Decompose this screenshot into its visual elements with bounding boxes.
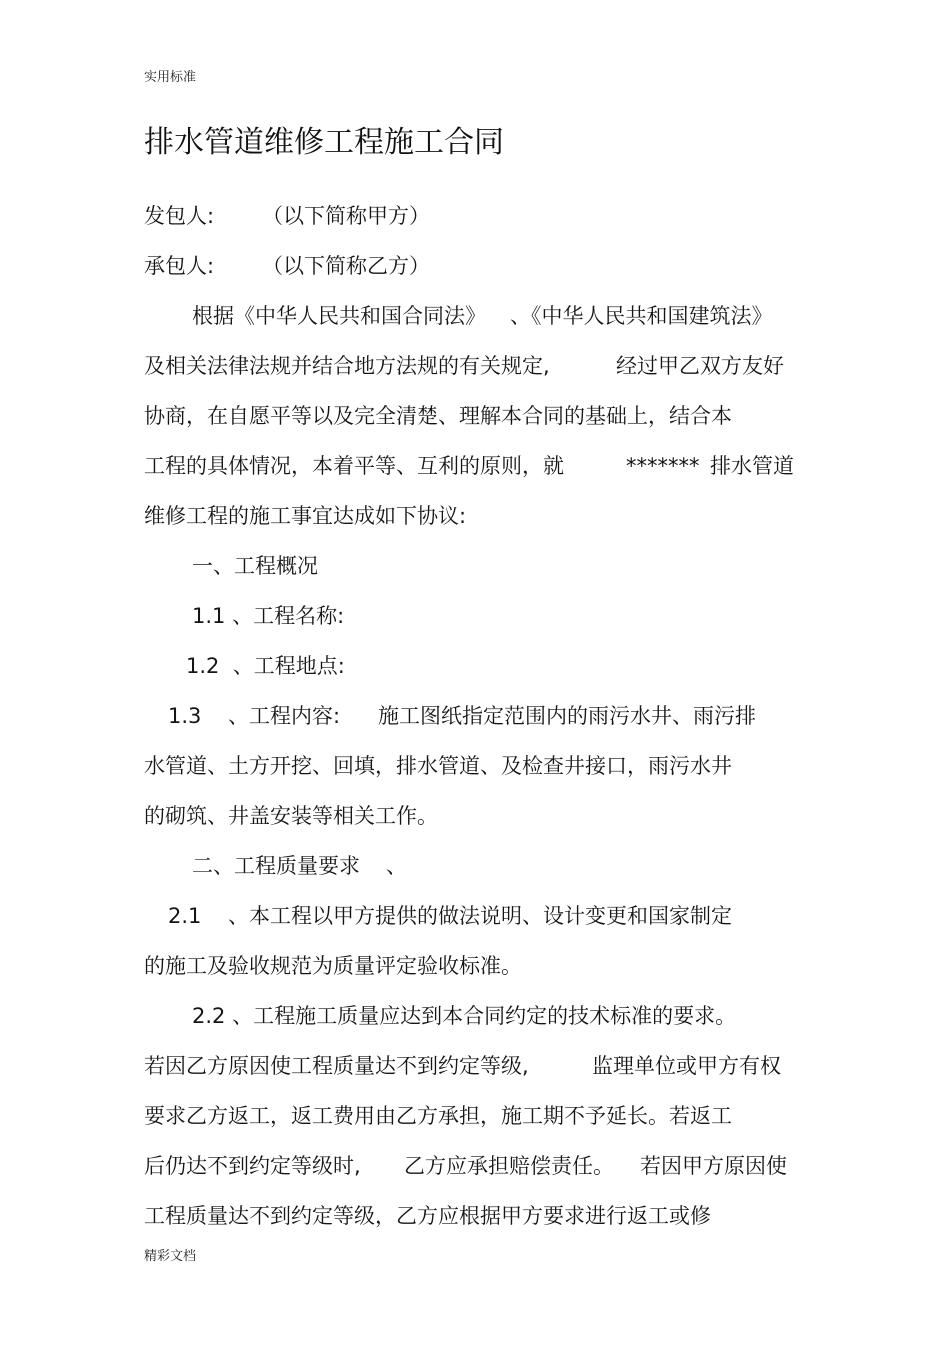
section-2-item-2-line: 若因乙方原因使工程质量达不到约定等级, — [144, 1054, 529, 1078]
page-header: 实用标准 — [144, 70, 197, 85]
intro-line: 根据《中华人民共和国合同法》 — [192, 304, 486, 328]
intro-line: 排水管道 — [710, 454, 794, 478]
section-2-item-2-line: 后仍达不到约定等级时, — [144, 1154, 361, 1178]
party-contractor-note: （以下简称乙方） — [262, 254, 430, 278]
section-2-item-2-line: 工程质量达不到约定等级，乙方应根据甲方要求进行返工或修 — [144, 1204, 711, 1228]
section-1-item-2: 1.2 、工程地点: — [186, 654, 345, 678]
intro-line: 协商，在自愿平等以及完全清楚、理解本合同的基础上，结合本 — [144, 404, 732, 428]
section-2-item-2-line: 要求乙方返工，返工费用由乙方承担，施工期不予延长。若返工 — [144, 1104, 732, 1128]
party-employer-label: 发包人: — [144, 204, 215, 228]
section-1-item-1: 1.1 、工程名称: — [192, 604, 345, 628]
section-2-item-1-text: 、本工程以甲方提供的做法说明、设计变更和国家制定 — [228, 904, 732, 928]
section-1-heading: 一、工程概况 — [192, 554, 318, 578]
section-1-item-3-label: 、工程内容: — [228, 704, 341, 728]
section-2-item-2-line: 若因甲方原因使 — [640, 1154, 787, 1178]
party-contractor-label: 承包人: — [144, 254, 215, 278]
section-2-heading-tail: 、 — [386, 854, 407, 878]
section-2-item-2-line: 监理单位或甲方有权 — [592, 1054, 781, 1078]
section-1-item-3-line: 水管道、土方开挖、回填，排水管道、及检查井接口，雨污水井 — [144, 754, 732, 778]
section-1-item-3-number: 1.3 — [168, 704, 202, 728]
page-footer: 精彩文档 — [144, 1249, 197, 1264]
section-2-item-1-line: 的施工及验收规范为质量评定验收标准。 — [144, 954, 522, 978]
section-2-item-2-line: 乙方应承担赔偿责任。 — [404, 1154, 614, 1178]
intro-line: 及相关法律法规并结合地方法规的有关规定, — [144, 354, 550, 378]
document-title: 排水管道维修工程施工合同 — [144, 125, 504, 160]
party-employer-note: （以下简称甲方） — [262, 204, 430, 228]
section-1-item-3-line: 的砌筑、井盖安装等相关工作。 — [144, 804, 438, 828]
intro-line: 经过甲乙双方友好 — [616, 354, 784, 378]
intro-line: 维修工程的施工事宜达成如下协议: — [144, 504, 467, 528]
intro-line: 工程的具体情况，本着平等、互利的原则，就 — [144, 454, 564, 478]
section-2-item-1-number: 2.1 — [168, 904, 202, 928]
intro-line: 、《中华人民共和国建筑法》 — [510, 304, 773, 328]
section-1-item-3-text: 施工图纸指定范围内的雨污水井、雨污排 — [378, 704, 756, 728]
section-2-heading: 二、工程质量要求 — [192, 854, 360, 878]
intro-line: ******* — [626, 454, 700, 478]
section-2-item-2-line: 2.2 、工程施工质量应达到本合同约定的技术标准的要求。 — [192, 1004, 737, 1028]
